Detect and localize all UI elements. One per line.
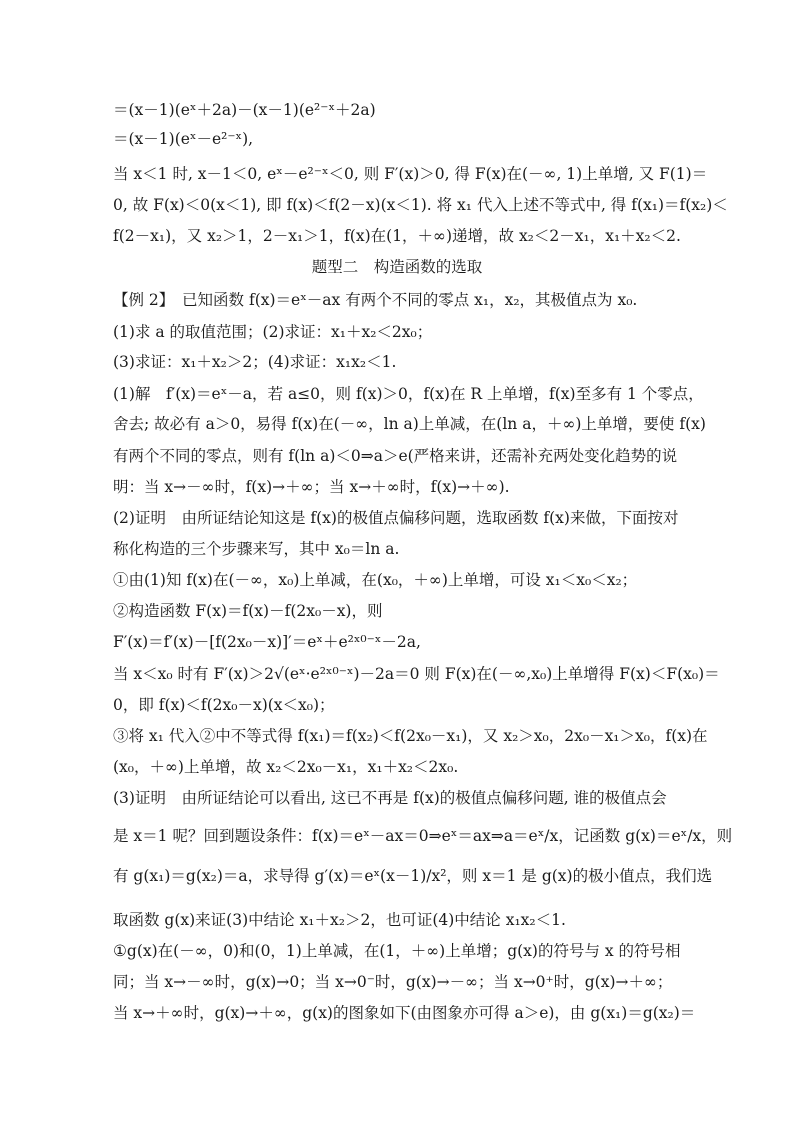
text-line: 有两个不同的零点，则有 f(ln a)＜0⇒a＞e(严格来讲，还需补充两处变化趋势的说 [113,447,678,465]
text-line: 有 g(x₁)＝g(x₂)＝a，求导得 g′(x)＝eˣ(x－1)/x²，则 x＝1 是 g(x)的极小值点，我们选 [113,867,713,885]
text-line: ①由(1)知 f(x)在(－∞，x₀)上单减，在(x₀，＋∞)上单增，可设 x₁＜x₀＜x₂； [113,571,638,589]
text-line: 是 x＝1 呢？回到题设条件：f(x)＝eˣ－ax＝0⇒eˣ＝ax⇒a＝eˣ/x，记函数 g(x)＝eˣ/x，则 [113,827,733,845]
text-line: 当 x＜1 时, x－1＜0, eˣ－e²⁻ˣ＜0, 则 F′(x)＞0, 得 F(x)在(－∞, 1)上单增, 又 F(1)＝ [113,165,708,183]
text-line: 舍去; 故必有 a＞0，易得 f(x)在(－∞，ln a)上单减，在(ln a，＋∞)上单增，要使 f(x) [113,415,706,433]
text-line: 当 x→＋∞时，g(x)→＋∞，g(x)的图象如下(由图象亦可得 a＞e)，由 g(x₁)＝g(x₂)＝ [113,1004,696,1022]
text-line: ＝(x－1)(eˣ＋2a)－(x－1)(e²⁻ˣ＋2a) [113,101,376,119]
text-line: 称化构造的三个步骤来写，其中 x₀＝ln a. [113,540,400,558]
text-line: ＝(x－1)(eˣ－e²⁻ˣ), [113,130,254,148]
text-line: 0，即 f(x)＜f(2x₀－x)(x＜x₀)； [113,696,335,714]
text-line: ②构造函数 F(x)＝f(x)－f(2x₀－x)，则 [113,602,383,620]
text-line: (3)证明 由所证结论可以看出, 这已不再是 f(x)的极值点偏移问题, 谁的极值点会 [113,789,667,807]
text-line: 取函数 g(x)来证(3)中结论 x₁＋x₂＞2，也可证(4)中结论 x₁x₂＜1. [113,911,566,929]
text-line: 0, 故 F(x)＜0(x＜1), 即 f(x)＜f(2－x)(x＜1). 将 x₁ 代入上述不等式中, 得 f(x₁)＝f(x₂)＜ [113,196,728,214]
text-line: f(2－x₁)，又 x₂＞1，2－x₁＞1，f(x)在(1，＋∞)递增，故 x₂＜2－x₁，x₁＋x₂＜2. [113,227,681,245]
text-line: 【例 2】 已知函数 f(x)＝eˣ－ax 有两个不同的零点 x₁，x₂，其极值点为 x₀. [113,291,638,309]
text-line: (1)求 a 的取值范围；(2)求证：x₁＋x₂＜2x₀； [113,323,433,341]
text-line: F′(x)＝f′(x)－[f(2x₀－x)]′＝eˣ＋e²ˣ⁰⁻ˣ－2a, [113,633,421,651]
text-line: ③将 x₁ 代入②中不等式得 f(x₁)＝f(x₂)＜f(2x₀－x₁)，又 x₂＞x₀，2x₀－x₁＞x₀，f(x)在 [113,727,708,745]
text-line: 明：当 x→－∞时，f(x)→＋∞；当 x→＋∞时，f(x)→＋∞). [113,478,510,496]
text-line: 同；当 x→－∞时，g(x)→0；当 x→0⁻时，g(x)→－∞；当 x→0⁺时，g(x)→＋∞； [113,973,673,991]
text-line: (x₀，＋∞)上单增，故 x₂＜2x₀－x₁，x₁＋x₂＜2x₀. [113,758,459,776]
text-line: (3)求证：x₁＋x₂＞2；(4)求证：x₁x₂＜1. [113,353,397,371]
text-line: ①g(x)在(－∞，0)和(0，1)上单减，在(1，＋∞)上单增；g(x)的符号与 x 的符号相 [113,942,681,960]
text-line: 当 x＜x₀ 时有 F′(x)＞2√(eˣ·e²ˣ⁰⁻ˣ)－2a＝0 则 F(x)在(－∞,x₀)上单增得 F(x)＜F(x₀)＝ [113,665,720,683]
text-line: (2)证明 由所证结论知这是 f(x)的极值点偏移问题，选取函数 f(x)来做，下面按对 [113,509,679,527]
section-title: 题型二 构造函数的选取 [311,258,483,276]
text-line: (1)解 f′(x)＝eˣ－a，若 a≤0，则 f(x)＞0，f(x)在 R 上单增，f(x)至多有 1 个零点， [113,385,704,403]
